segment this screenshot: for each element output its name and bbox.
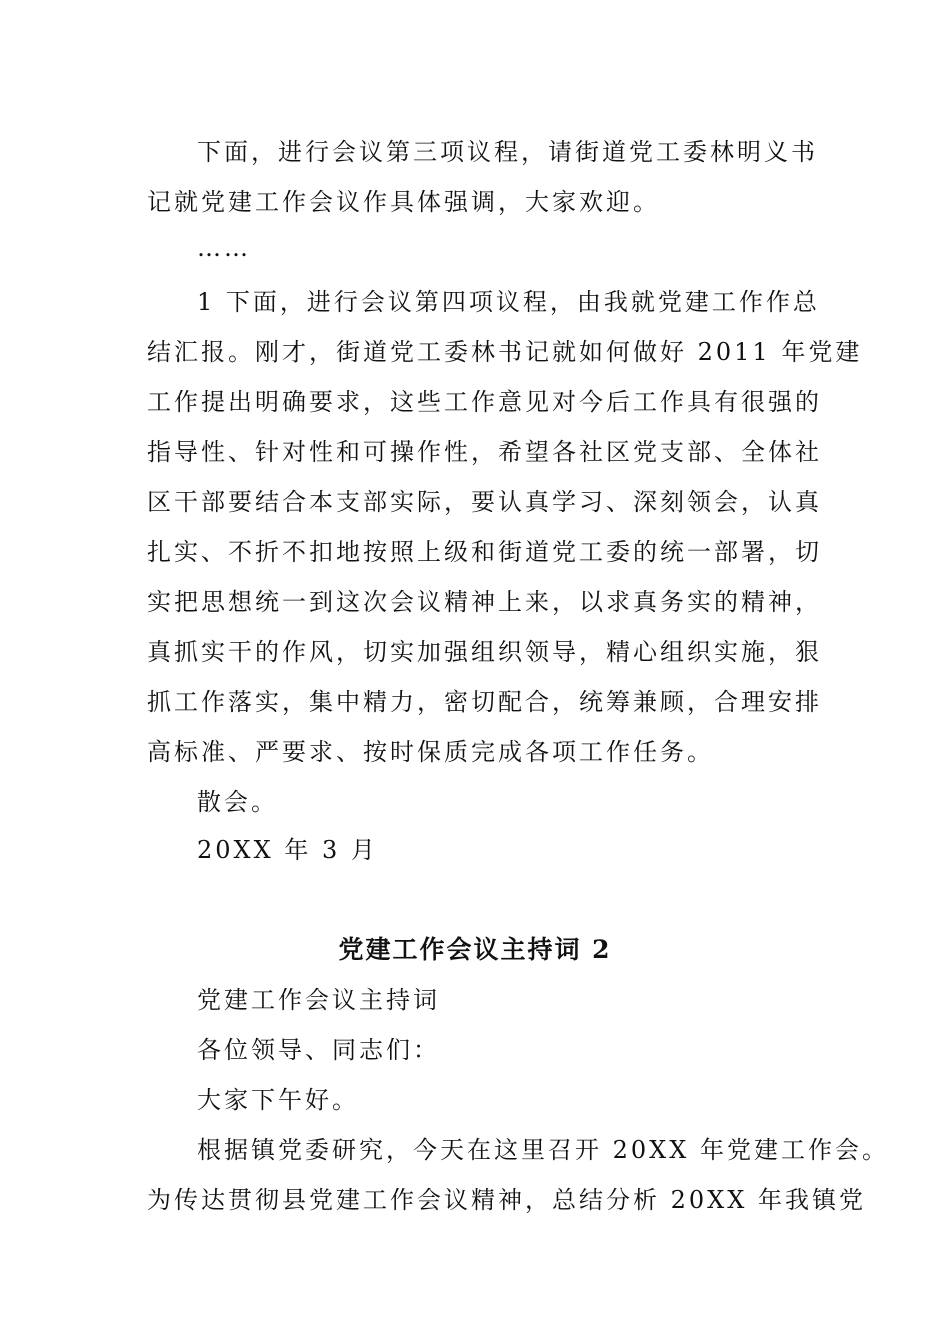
paragraph-line: 1 下面，进行会议第四项议程，由我就党建工作作总 [197, 288, 820, 316]
paragraph-line: 扎实、不折不扣地按照上级和街道党工委的统一部署，切 [147, 538, 822, 566]
paragraph-line: 下面，进行会议第三项议程，请街道党工委林明义书 [197, 138, 818, 166]
section-title: 党建工作会议主持词 2 [338, 935, 612, 964]
ellipsis: …… [197, 234, 251, 262]
paragraph-line: 记就党建工作会议作具体强调，大家欢迎。 [147, 188, 660, 216]
subtitle-text: 党建工作会议主持词 [197, 986, 440, 1014]
paragraph-line: 为传达贯彻县党建工作会议精神，总结分析 20XX 年我镇党 [147, 1186, 866, 1214]
paragraph-line: 结汇报。刚才，街道党工委林书记就如何做好 2011 年党建 [147, 338, 863, 366]
paragraph-line: 抓工作落实，集中精力，密切配合，统筹兼顾，合理安排 [147, 688, 822, 716]
hello-text: 大家下午好。 [197, 1086, 359, 1114]
paragraph-line: 根据镇党委研究，今天在这里召开 20XX 年党建工作会。 [197, 1136, 889, 1164]
date-text: 20XX 年 3 月 [197, 836, 378, 864]
paragraph-line: 高标准、严要求、按时保质完成各项工作任务。 [147, 738, 714, 766]
greeting-text: 各位领导、同志们： [197, 1036, 440, 1064]
paragraph-line: 指导性、针对性和可操作性，希望各社区党支部、全体社 [147, 438, 822, 466]
paragraph-line: 真抓实干的作风，切实加强组织领导，精心组织实施，狠 [147, 638, 822, 666]
paragraph-line: 实把思想统一到这次会议精神上来，以求真务实的精神， [147, 588, 822, 616]
paragraph-line: 工作提出明确要求，这些工作意见对今后工作具有很强的 [147, 388, 822, 416]
closing-text: 散会。 [197, 788, 278, 816]
paragraph-line: 区干部要结合本支部实际，要认真学习、深刻领会，认真 [147, 488, 822, 516]
